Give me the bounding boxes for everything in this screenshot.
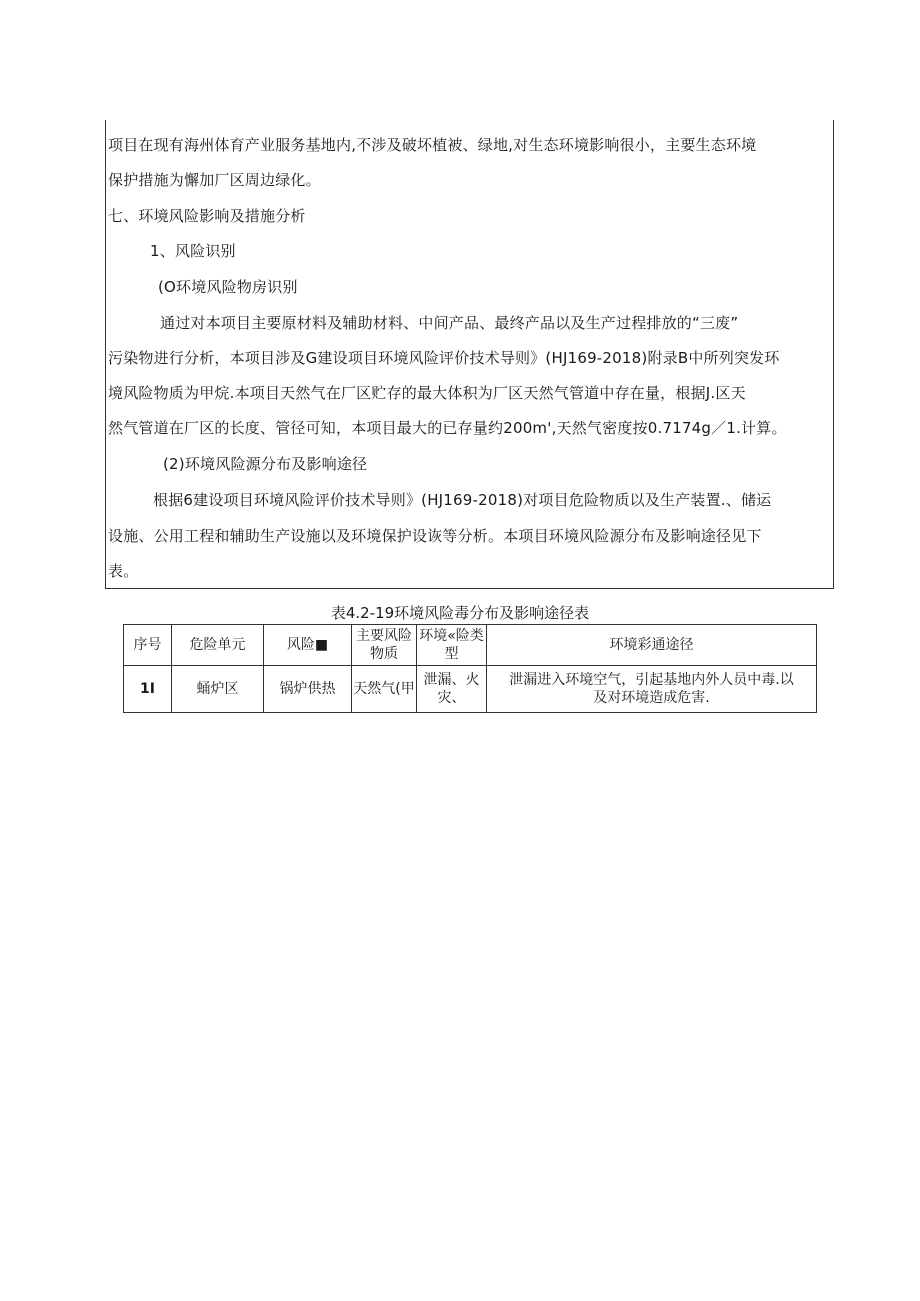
risk-source-table [123, 624, 817, 713]
paragraph-line: 污染物进行分析，本项目涉及G建设项目环境风险评价技术导则》(HJ169-2018)附录B中所列突发环 [108, 349, 780, 367]
header-unit: 危险单元 [172, 625, 264, 666]
header-seq: 序号 [124, 625, 172, 666]
paragraph-line: 设施、公用工程和辅助生产设施以及环境保护设诙等分析。本项目环境风险源分布及影响途径见下 [108, 527, 762, 545]
table-header-row [124, 625, 817, 666]
cell-path: 泄漏进入环境空气，引起基地内外人员中毒.以及对环境造成危害. [487, 666, 817, 713]
paragraph-line: 表。 [108, 562, 139, 580]
paragraph-line: 保护措施为懈加厂区周边绿化。 [108, 171, 321, 189]
cell-substance: 天然气(甲 [352, 666, 417, 713]
table-row [124, 666, 817, 713]
paragraph-line: 境风险物质为甲烷.本项目天然气在厂区贮存的最大体积为厂区天然气管道中存在量，根据J.区天 [108, 384, 746, 402]
header-source: 风险■ [264, 625, 352, 666]
header-substance: 主要风险物质 [352, 625, 417, 666]
section-heading: 七、环境风险影响及措施分析 [108, 207, 306, 225]
paragraph-line: 然气管道在厂区的长度、管径可知，本项目最大的已存量约200m',天然气密度按0.7174g／1.计算。 [108, 419, 787, 437]
cell-seq: 1I [124, 666, 172, 713]
paragraph-line: 通过对本项目主要原材料及辅助材料、中间产品、最终产品以及生产过程排放的“三废” [160, 314, 739, 332]
cell-unit: 蛹炉区 [172, 666, 264, 713]
header-path: 环境彩通途径 [487, 625, 817, 666]
paragraph-line: 根据6建设项目环境风险评价技术导则》(HJ169-2018)对项目危险物质以及生产装置.、储运 [153, 491, 772, 509]
sub-heading: (O环境风险物房识别 [158, 278, 298, 296]
sub-heading: (2)环境风险源分布及影响途径 [163, 455, 368, 473]
cell-source: 锅炉供热 [264, 666, 352, 713]
header-risk-type: 环境«险类型 [417, 625, 487, 666]
paragraph-line: 项目在现有海州体育产业服务基地内,不涉及破坏植被、绿地,对生态环境影响很小，主要生态环境 [108, 136, 757, 154]
table-caption: 表4.2-19环境风险毒分布及影响途径表 [330, 604, 590, 622]
cell-risk-type: 泄漏、火灾、 [417, 666, 487, 713]
sub-heading: 1、风险识别 [150, 242, 236, 260]
